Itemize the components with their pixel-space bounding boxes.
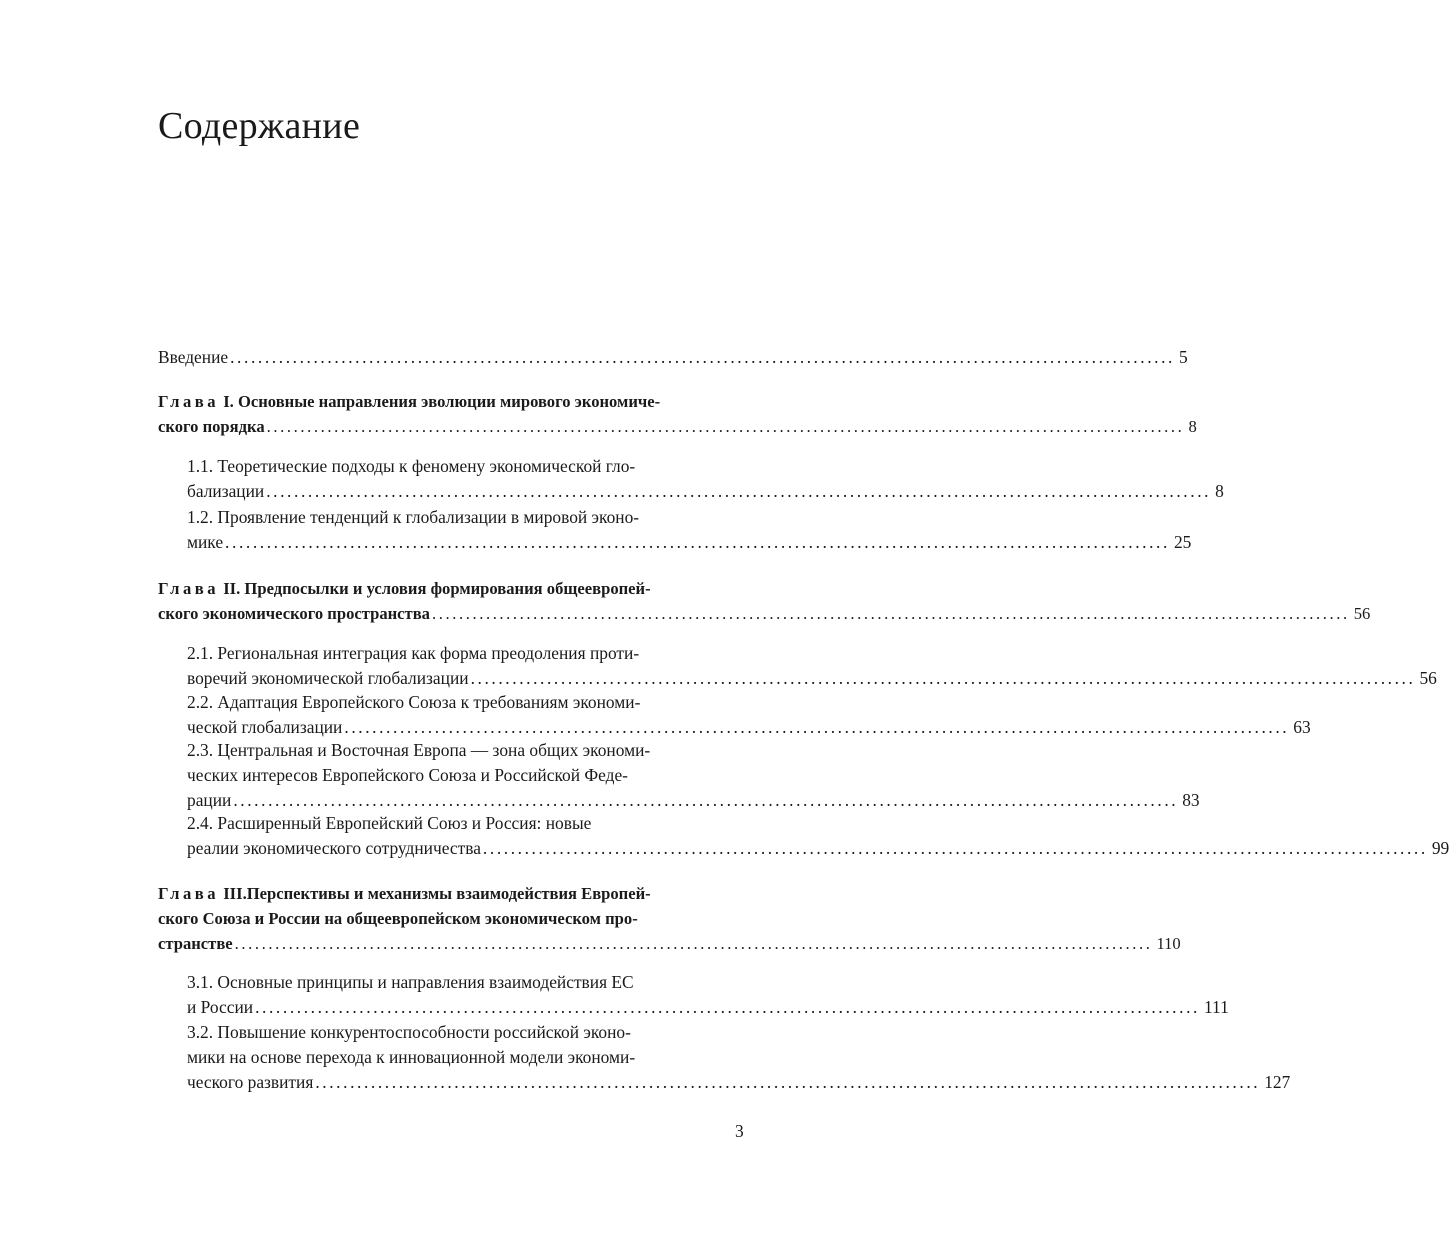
toc-entry-text: 2.1. Региональная интеграция как форма преодоления проти- [187, 643, 640, 663]
toc-leader: ........................................................................................................................................ [470, 668, 1416, 688]
toc-section-2-3 [187, 738, 1200, 813]
toc-chapter-3 [158, 881, 1181, 956]
toc-entry-text: II. Предпосылки и условия формирования общеевропей- [223, 579, 651, 598]
toc-entry-text: ческого развития [187, 1072, 314, 1092]
toc-leader: ........................................................................................................................................ [266, 481, 1212, 501]
toc-entry-text: и России [187, 997, 254, 1017]
toc-entry-text: 1.2. Проявление тенденций к глобализации в мировой эконо- [187, 507, 640, 527]
toc-chapter-1 [158, 389, 1197, 439]
toc-entry-text: Введение [158, 347, 229, 367]
toc-page-number: 127 [1264, 1072, 1291, 1092]
toc-page-number: 56 [1353, 604, 1371, 623]
toc-entry-text: I. Основные направления эволюции мирового экономиче- [223, 392, 661, 411]
toc-entry-text: 1.1. Теоретические подходы к феномену экономической гло- [187, 456, 636, 476]
toc-entry-text: ского Союза и России на общеевропейском экономическом про- [158, 909, 638, 928]
toc-section-2-2 [187, 690, 1311, 740]
toc-page-number: 5 [1179, 347, 1188, 367]
toc-entry-text: мике [187, 532, 224, 552]
toc-section-3-2 [187, 1020, 1291, 1095]
toc-page-number: 83 [1182, 790, 1200, 810]
toc-leader: ........................................................................................................................................ [233, 790, 1179, 810]
toc-entry-text: 3.2. Повышение конкурентоспособности российской эконо- [187, 1022, 631, 1042]
toc-section-1-1 [187, 454, 1224, 504]
toc-entry-text: реалии экономического сотрудничества [187, 838, 481, 858]
toc-section-2-4 [187, 811, 1449, 861]
toc-leader: ........................................................................................................................................ [344, 717, 1290, 737]
toc-entry-text: странстве [158, 934, 233, 953]
toc-entry-text: 2.3. Центральная и Восточная Европа — зона общих экономи- [187, 740, 651, 760]
toc-page-number: 8 [1188, 417, 1197, 436]
toc-entry-text: ского порядка [158, 417, 265, 436]
toc-entry-text: мики на основе перехода к инновационной модели экономи- [187, 1047, 636, 1067]
chapter-label: Глава [158, 884, 220, 903]
page-number: 3 [735, 1121, 744, 1141]
toc-page-number: 111 [1203, 997, 1229, 1017]
toc-leader: ........................................................................................................................................ [482, 838, 1428, 858]
chapter-label: Глава [158, 579, 220, 598]
toc-section-2-1 [187, 641, 1437, 691]
toc-leader: ........................................................................................................................................ [315, 1072, 1261, 1092]
toc-chapter-2 [158, 576, 1371, 626]
toc-page-number: 8 [1215, 481, 1224, 501]
toc-page-number: 110 [1156, 934, 1181, 953]
toc-entry-text: III.Перспективы и механизмы взаимодействия Европей- [223, 884, 651, 903]
toc-leader: ........................................................................................................................................ [431, 604, 1350, 623]
page-title: Содержание [158, 105, 361, 147]
toc-page-number: 56 [1419, 668, 1437, 688]
toc-entry-text: бализации [187, 481, 265, 501]
toc-entry-text: 3.1. Основные принципы и направления взаимодействия ЕС [187, 972, 634, 992]
toc-section-3-1 [187, 970, 1229, 1020]
toc-entry-introduction [158, 345, 1188, 370]
toc-entry-text: 2.4. Расширенный Европейский Союз и Россия: новые [187, 813, 592, 833]
chapter-label: Глава [158, 392, 220, 411]
toc-leader: ........................................................................................................................................ [230, 347, 1175, 367]
toc-entry-text: воречий экономической глобализации [187, 668, 469, 688]
toc-entry-text: ского экономического пространства [158, 604, 430, 623]
toc-page-number: 63 [1293, 717, 1311, 737]
toc-entry-text: ческой глобализации [187, 717, 343, 737]
toc-page-number: 25 [1173, 532, 1192, 552]
toc-entry-text: ческих интересов Европейского Союза и Российской Феде- [187, 765, 628, 785]
toc-entry-text: рации [187, 790, 232, 810]
toc-page-number: 99 [1431, 838, 1449, 858]
toc-section-1-2 [187, 505, 1192, 555]
toc-leader: ........................................................................................................................................ [255, 997, 1200, 1017]
toc-entry-text: 2.2. Адаптация Европейского Союза к требованиям экономи- [187, 692, 641, 712]
toc-leader: ........................................................................................................................................ [266, 417, 1185, 436]
toc-leader: ........................................................................................................................................ [234, 934, 1153, 953]
toc-leader: ........................................................................................................................................ [225, 532, 1170, 552]
